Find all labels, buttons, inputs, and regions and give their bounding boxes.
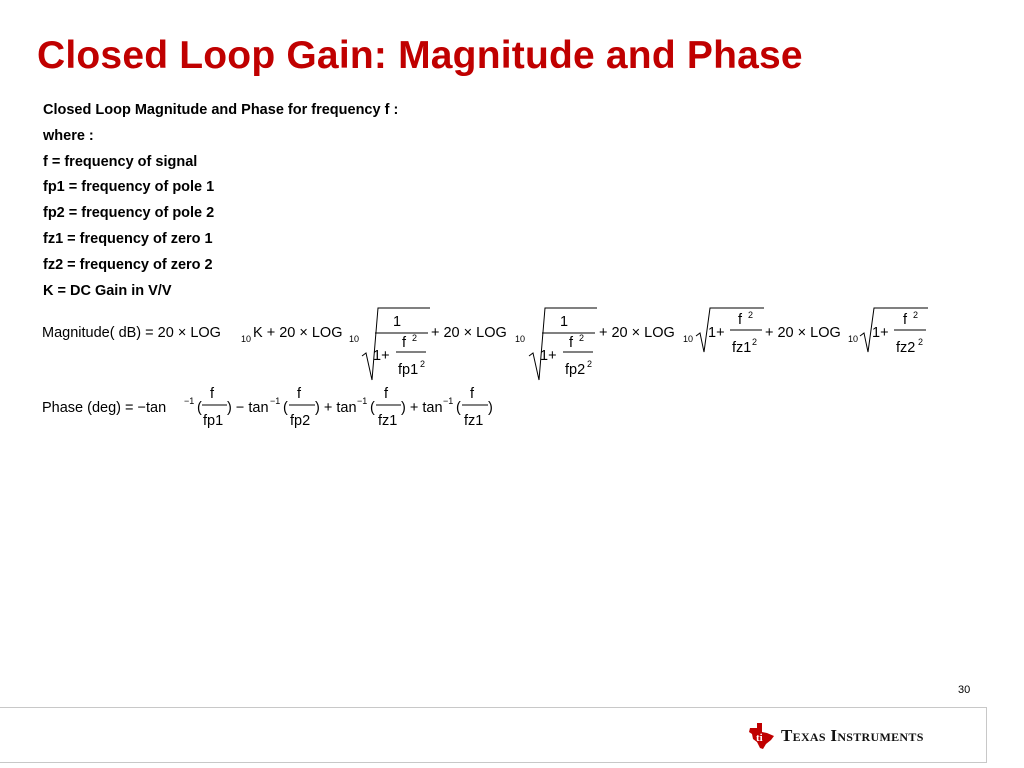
f-term: f — [569, 335, 574, 351]
fraction-denominator: fp1 — [203, 413, 224, 429]
fz1-term: fz1 — [732, 340, 752, 356]
log-base: 10 — [683, 334, 694, 344]
fraction-numerator: 1 — [393, 314, 402, 330]
definition-list — [43, 100, 398, 306]
definition-line: fp1 = frequency of pole 1 — [43, 179, 215, 196]
exponent: 2 — [579, 333, 585, 343]
texas-state-icon — [747, 722, 775, 750]
fraction-denominator: fz1 — [378, 413, 398, 429]
fraction-numerator: f — [297, 386, 302, 402]
definition-line: where : — [43, 127, 94, 144]
plus-tan: ) + tan — [401, 400, 443, 416]
plus-tan: ) + tan — [315, 400, 357, 416]
fraction-denominator: fp2 — [290, 413, 311, 429]
definition-line: fz1 = frequency of zero 1 — [43, 230, 213, 247]
f-term: f — [903, 312, 908, 328]
paren-open: ( — [197, 400, 202, 416]
one-plus: 1+ — [540, 348, 557, 364]
fraction-denominator: fz1 — [464, 413, 484, 429]
exponent: 2 — [420, 359, 426, 369]
fp1-term: fp1 — [398, 362, 419, 378]
plus-20-log: + 20 × LOG — [765, 325, 841, 341]
inverse-exponent: −1 — [270, 396, 281, 406]
svg-text:ti: ti — [756, 732, 763, 744]
fraction-numerator: 1 — [560, 314, 569, 330]
phase-lhs: Phase (deg) = −tan — [42, 400, 167, 416]
minus-tan: ) − tan — [227, 400, 269, 416]
fz2-term: fz2 — [896, 340, 916, 356]
log-base: 10 — [848, 334, 859, 344]
paren-open: ( — [370, 400, 375, 416]
f-term: f — [738, 312, 743, 328]
definition-line: K = DC Gain in V/V — [43, 282, 172, 299]
log-base: 10 — [349, 334, 360, 344]
exponent: 2 — [412, 333, 418, 343]
inverse-exponent: −1 — [357, 396, 368, 406]
exponent: 2 — [918, 337, 924, 347]
one-plus: 1+ — [872, 325, 889, 341]
fp2-term: fp2 — [565, 362, 586, 378]
inverse-exponent: −1 — [184, 396, 195, 406]
phase-formula — [40, 384, 520, 438]
brand-name: Texas Instruments — [781, 726, 924, 745]
exponent: 2 — [752, 337, 758, 347]
definition-line: Closed Loop Magnitude and Phase for frequency f : — [43, 102, 399, 118]
f-term: f — [402, 335, 407, 351]
log-base: 10 — [241, 334, 252, 344]
slide-title: Closed Loop Gain: Magnitude and Phase — [37, 34, 803, 77]
plus-20-log: + 20 × LOG — [599, 325, 675, 341]
exponent: 2 — [913, 310, 919, 320]
paren-close: ) — [488, 400, 493, 416]
paren-open: ( — [456, 400, 461, 416]
magnitude-formula-svg — [40, 300, 940, 390]
one-plus: 1+ — [708, 325, 725, 341]
exponent: 2 — [748, 310, 754, 320]
ti-logo — [747, 722, 924, 750]
magnitude-lhs: Magnitude( dB) = 20 × LOG — [42, 325, 221, 341]
magnitude-formula — [40, 300, 940, 394]
page-number: 30 — [958, 684, 971, 696]
fraction-numerator: f — [470, 386, 475, 402]
one-plus: 1+ — [373, 348, 390, 364]
inverse-exponent: −1 — [443, 396, 454, 406]
exponent: 2 — [587, 359, 593, 369]
fraction-numerator: f — [210, 386, 215, 402]
k-term: K + 20 × LOG — [253, 325, 343, 341]
fraction-numerator: f — [384, 386, 389, 402]
phase-formula-svg — [40, 384, 520, 434]
definition-line: fz2 = frequency of zero 2 — [43, 256, 213, 273]
definition-line: f = frequency of signal — [43, 153, 198, 170]
plus-20-log: + 20 × LOG — [431, 325, 507, 341]
paren-open: ( — [283, 400, 288, 416]
definition-line: fp2 = frequency of pole 2 — [43, 205, 215, 222]
log-base: 10 — [515, 334, 526, 344]
